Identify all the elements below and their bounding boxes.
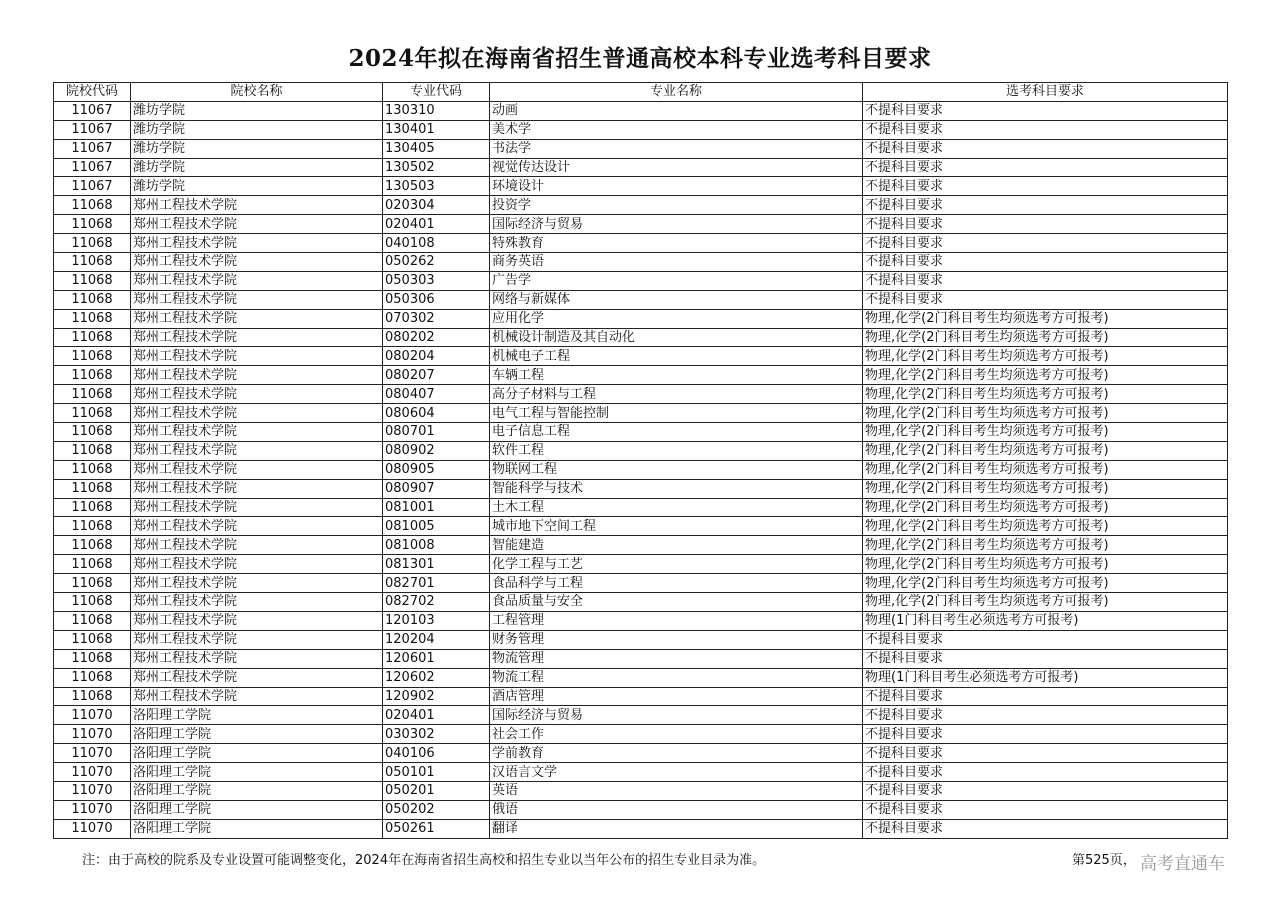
- cell-school-name: 洛阳理工学院: [131, 800, 383, 819]
- table-row: [54, 101, 1228, 120]
- cell-major-code: 130503: [383, 177, 490, 196]
- cell-school-name: 郑州工程技术学院: [131, 611, 383, 630]
- cell-major-name: 物流管理: [490, 649, 863, 668]
- table-row: [54, 139, 1228, 158]
- cell-school-name: 潍坊学院: [131, 101, 383, 120]
- cell-school-name: 潍坊学院: [131, 177, 383, 196]
- cell-subject-requirement: 物理,化学(2门科目考生均须选考方可报考): [863, 328, 1228, 347]
- cell-major-name: 智能科学与技术: [490, 479, 863, 498]
- cell-school-name: 洛阳理工学院: [131, 744, 383, 763]
- header-major-name: 专业名称: [490, 83, 863, 102]
- cell-school-name: 郑州工程技术学院: [131, 271, 383, 290]
- cell-subject-requirement: 不提科目要求: [863, 649, 1228, 668]
- cell-major-code: 080902: [383, 441, 490, 460]
- cell-major-code: 080207: [383, 366, 490, 385]
- cell-subject-requirement: 不提科目要求: [863, 706, 1228, 725]
- cell-subject-requirement: 物理,化学(2门科目考生均须选考方可报考): [863, 479, 1228, 498]
- cell-school-name: 郑州工程技术学院: [131, 498, 383, 517]
- cell-school-name: 洛阳理工学院: [131, 706, 383, 725]
- cell-major-name: 机械电子工程: [490, 347, 863, 366]
- cell-school-name: 郑州工程技术学院: [131, 441, 383, 460]
- cell-school-name: 郑州工程技术学院: [131, 649, 383, 668]
- table-row: [54, 385, 1228, 404]
- cell-major-code: 120902: [383, 687, 490, 706]
- cell-subject-requirement: 不提科目要求: [863, 819, 1228, 838]
- cell-school-code: 11068: [54, 385, 131, 404]
- header-subject-requirement: 选考科目要求: [863, 83, 1228, 102]
- watermark-text: 高考直通车: [1140, 854, 1225, 874]
- cell-school-name: 潍坊学院: [131, 139, 383, 158]
- cell-major-code: 120601: [383, 649, 490, 668]
- cell-major-code: 120602: [383, 668, 490, 687]
- cell-school-code: 11070: [54, 725, 131, 744]
- cell-major-name: 机械设计制造及其自动化: [490, 328, 863, 347]
- header-major-code: 专业代码: [383, 83, 490, 102]
- cell-major-code: 050101: [383, 763, 490, 782]
- cell-major-name: 土木工程: [490, 498, 863, 517]
- cell-school-name: 洛阳理工学院: [131, 763, 383, 782]
- cell-major-name: 俄语: [490, 800, 863, 819]
- cell-major-name: 商务英语: [490, 253, 863, 272]
- cell-major-name: 高分子材料与工程: [490, 385, 863, 404]
- cell-school-code: 11068: [54, 574, 131, 593]
- cell-school-code: 11068: [54, 366, 131, 385]
- cell-subject-requirement: 物理,化学(2门科目考生均须选考方可报考): [863, 498, 1228, 517]
- cell-school-code: 11068: [54, 196, 131, 215]
- table-row: [54, 271, 1228, 290]
- cell-subject-requirement: 不提科目要求: [863, 215, 1228, 234]
- table-row: [54, 328, 1228, 347]
- cell-subject-requirement: 不提科目要求: [863, 234, 1228, 253]
- cell-school-name: 潍坊学院: [131, 120, 383, 139]
- cell-major-name: 动画: [490, 101, 863, 120]
- cell-school-name: 洛阳理工学院: [131, 725, 383, 744]
- cell-school-code: 11068: [54, 309, 131, 328]
- cell-major-code: 030302: [383, 725, 490, 744]
- cell-school-code: 11067: [54, 177, 131, 196]
- table-row: [54, 536, 1228, 555]
- table-body: [54, 101, 1228, 838]
- cell-school-code: 11070: [54, 744, 131, 763]
- cell-major-code: 070302: [383, 309, 490, 328]
- cell-school-name: 郑州工程技术学院: [131, 517, 383, 536]
- cell-major-code: 130310: [383, 101, 490, 120]
- cell-school-name: 郑州工程技术学院: [131, 479, 383, 498]
- cell-school-code: 11068: [54, 441, 131, 460]
- table-row: [54, 253, 1228, 272]
- cell-school-name: 郑州工程技术学院: [131, 404, 383, 423]
- footer-note: 注：由于高校的院系及专业设置可能调整变化，2024年在海南省招生高校和招生专业以当年公布的招生专业目录为准。: [82, 853, 766, 868]
- cell-major-code: 020304: [383, 196, 490, 215]
- cell-school-code: 11070: [54, 706, 131, 725]
- cell-major-name: 应用化学: [490, 309, 863, 328]
- cell-school-name: 郑州工程技术学院: [131, 196, 383, 215]
- cell-major-code: 080202: [383, 328, 490, 347]
- cell-major-code: 130405: [383, 139, 490, 158]
- cell-subject-requirement: 物理,化学(2门科目考生均须选考方可报考): [863, 574, 1228, 593]
- cell-school-code: 11068: [54, 593, 131, 612]
- cell-major-name: 投资学: [490, 196, 863, 215]
- cell-subject-requirement: 物理,化学(2门科目考生均须选考方可报考): [863, 309, 1228, 328]
- cell-school-name: 郑州工程技术学院: [131, 593, 383, 612]
- cell-major-code: 050303: [383, 271, 490, 290]
- cell-major-name: 特殊教育: [490, 234, 863, 253]
- cell-major-code: 020401: [383, 215, 490, 234]
- cell-school-code: 11068: [54, 498, 131, 517]
- cell-major-name: 食品科学与工程: [490, 574, 863, 593]
- cell-major-code: 081005: [383, 517, 490, 536]
- cell-school-code: 11068: [54, 649, 131, 668]
- table-row: [54, 800, 1228, 819]
- cell-major-name: 智能建造: [490, 536, 863, 555]
- table-row: [54, 668, 1228, 687]
- cell-major-name: 学前教育: [490, 744, 863, 763]
- cell-school-name: 洛阳理工学院: [131, 781, 383, 800]
- cell-major-name: 财务管理: [490, 630, 863, 649]
- cell-subject-requirement: 物理,化学(2门科目考生均须选考方可报考): [863, 441, 1228, 460]
- cell-major-code: 050202: [383, 800, 490, 819]
- cell-school-name: 郑州工程技术学院: [131, 460, 383, 479]
- cell-school-code: 11068: [54, 215, 131, 234]
- cell-major-name: 城市地下空间工程: [490, 517, 863, 536]
- cell-major-code: 082702: [383, 593, 490, 612]
- cell-major-code: 080604: [383, 404, 490, 423]
- cell-school-code: 11067: [54, 139, 131, 158]
- cell-school-code: 11068: [54, 347, 131, 366]
- cell-major-code: 081301: [383, 555, 490, 574]
- cell-school-name: 郑州工程技术学院: [131, 347, 383, 366]
- table-row: [54, 366, 1228, 385]
- cell-major-name: 英语: [490, 781, 863, 800]
- cell-subject-requirement: 不提科目要求: [863, 177, 1228, 196]
- cell-school-name: 郑州工程技术学院: [131, 687, 383, 706]
- cell-school-code: 11068: [54, 423, 131, 442]
- table-row: [54, 309, 1228, 328]
- table-row: [54, 196, 1228, 215]
- table-row: [54, 347, 1228, 366]
- cell-major-code: 080907: [383, 479, 490, 498]
- table-row: [54, 574, 1228, 593]
- cell-major-name: 软件工程: [490, 441, 863, 460]
- cell-school-code: 11068: [54, 611, 131, 630]
- table-row: [54, 555, 1228, 574]
- cell-subject-requirement: 物理(1门科目考生必须选考方可报考): [863, 611, 1228, 630]
- cell-major-name: 网络与新媒体: [490, 290, 863, 309]
- cell-school-name: 郑州工程技术学院: [131, 536, 383, 555]
- table-row: [54, 158, 1228, 177]
- cell-school-code: 11068: [54, 460, 131, 479]
- cell-school-name: 郑州工程技术学院: [131, 328, 383, 347]
- cell-school-name: 潍坊学院: [131, 158, 383, 177]
- cell-subject-requirement: 不提科目要求: [863, 101, 1228, 120]
- cell-school-name: 洛阳理工学院: [131, 819, 383, 838]
- table-row: [54, 630, 1228, 649]
- cell-school-name: 郑州工程技术学院: [131, 668, 383, 687]
- cell-subject-requirement: 不提科目要求: [863, 687, 1228, 706]
- table-row: [54, 404, 1228, 423]
- cell-school-name: 郑州工程技术学院: [131, 423, 383, 442]
- cell-school-name: 郑州工程技术学院: [131, 385, 383, 404]
- cell-school-code: 11068: [54, 234, 131, 253]
- cell-major-code: 130401: [383, 120, 490, 139]
- cell-major-name: 食品质量与安全: [490, 593, 863, 612]
- cell-major-name: 工程管理: [490, 611, 863, 630]
- cell-school-name: 郑州工程技术学院: [131, 253, 383, 272]
- cell-major-name: 翻译: [490, 819, 863, 838]
- cell-subject-requirement: 不提科目要求: [863, 630, 1228, 649]
- cell-major-name: 化学工程与工艺: [490, 555, 863, 574]
- cell-school-name: 郑州工程技术学院: [131, 309, 383, 328]
- cell-subject-requirement: 物理,化学(2门科目考生均须选考方可报考): [863, 404, 1228, 423]
- cell-subject-requirement: 物理,化学(2门科目考生均须选考方可报考): [863, 460, 1228, 479]
- cell-school-name: 郑州工程技术学院: [131, 234, 383, 253]
- table-row: [54, 215, 1228, 234]
- cell-major-code: 082701: [383, 574, 490, 593]
- table-row: [54, 177, 1228, 196]
- cell-major-code: 081008: [383, 536, 490, 555]
- cell-school-code: 11068: [54, 687, 131, 706]
- cell-major-name: 书法学: [490, 139, 863, 158]
- cell-school-name: 郑州工程技术学院: [131, 366, 383, 385]
- cell-major-name: 视觉传达设计: [490, 158, 863, 177]
- cell-school-code: 11070: [54, 781, 131, 800]
- cell-school-code: 11068: [54, 271, 131, 290]
- cell-school-code: 11070: [54, 819, 131, 838]
- cell-subject-requirement: 物理,化学(2门科目考生均须选考方可报考): [863, 385, 1228, 404]
- table-row: [54, 763, 1228, 782]
- table-row: [54, 120, 1228, 139]
- cell-subject-requirement: 物理,化学(2门科目考生均须选考方可报考): [863, 536, 1228, 555]
- cell-major-code: 120204: [383, 630, 490, 649]
- cell-school-code: 11068: [54, 630, 131, 649]
- cell-subject-requirement: 不提科目要求: [863, 253, 1228, 272]
- cell-major-name: 环境设计: [490, 177, 863, 196]
- cell-school-code: 11068: [54, 479, 131, 498]
- cell-major-code: 050201: [383, 781, 490, 800]
- cell-major-code: 020401: [383, 706, 490, 725]
- table-row: [54, 649, 1228, 668]
- cell-major-name: 电气工程与智能控制: [490, 404, 863, 423]
- cell-subject-requirement: 物理,化学(2门科目考生均须选考方可报考): [863, 347, 1228, 366]
- cell-major-name: 酒店管理: [490, 687, 863, 706]
- table-row: [54, 423, 1228, 442]
- table-row: [54, 479, 1228, 498]
- cell-major-code: 120103: [383, 611, 490, 630]
- cell-major-code: 050262: [383, 253, 490, 272]
- cell-major-name: 物流工程: [490, 668, 863, 687]
- page-number: 第525页，: [1072, 853, 1136, 868]
- header-school-name: 院校名称: [131, 83, 383, 102]
- table-row: [54, 819, 1228, 838]
- header-school-code: 院校代码: [54, 83, 131, 102]
- cell-school-name: 郑州工程技术学院: [131, 630, 383, 649]
- cell-subject-requirement: 不提科目要求: [863, 725, 1228, 744]
- table-header-row: [54, 83, 1228, 102]
- cell-subject-requirement: 不提科目要求: [863, 763, 1228, 782]
- page-title: 2024年拟在海南省招生普通高校本科专业选考科目要求: [348, 45, 932, 72]
- cell-major-name: 社会工作: [490, 725, 863, 744]
- cell-major-code: 080204: [383, 347, 490, 366]
- cell-subject-requirement: 不提科目要求: [863, 158, 1228, 177]
- cell-school-name: 郑州工程技术学院: [131, 555, 383, 574]
- cell-major-name: 电子信息工程: [490, 423, 863, 442]
- cell-school-code: 11068: [54, 404, 131, 423]
- cell-major-code: 080701: [383, 423, 490, 442]
- cell-subject-requirement: 不提科目要求: [863, 271, 1228, 290]
- cell-major-code: 050261: [383, 819, 490, 838]
- cell-major-name: 车辆工程: [490, 366, 863, 385]
- table-row: [54, 460, 1228, 479]
- cell-subject-requirement: 不提科目要求: [863, 196, 1228, 215]
- cell-subject-requirement: 不提科目要求: [863, 781, 1228, 800]
- table-row: [54, 441, 1228, 460]
- cell-subject-requirement: 物理,化学(2门科目考生均须选考方可报考): [863, 517, 1228, 536]
- cell-major-code: 080407: [383, 385, 490, 404]
- cell-subject-requirement: 不提科目要求: [863, 744, 1228, 763]
- cell-school-name: 郑州工程技术学院: [131, 574, 383, 593]
- cell-major-name: 广告学: [490, 271, 863, 290]
- cell-subject-requirement: 不提科目要求: [863, 120, 1228, 139]
- table-row: [54, 781, 1228, 800]
- cell-subject-requirement: 物理,化学(2门科目考生均须选考方可报考): [863, 366, 1228, 385]
- cell-subject-requirement: 不提科目要求: [863, 290, 1228, 309]
- table-row: [54, 517, 1228, 536]
- cell-school-name: 郑州工程技术学院: [131, 290, 383, 309]
- cell-major-code: 050306: [383, 290, 490, 309]
- table-row: [54, 744, 1228, 763]
- cell-school-code: 11068: [54, 668, 131, 687]
- cell-school-code: 11068: [54, 555, 131, 574]
- requirements-table-container: [53, 82, 1227, 839]
- cell-major-name: 美术学: [490, 120, 863, 139]
- cell-school-code: 11067: [54, 158, 131, 177]
- table-row: [54, 706, 1228, 725]
- cell-subject-requirement: 不提科目要求: [863, 139, 1228, 158]
- cell-major-code: 040106: [383, 744, 490, 763]
- cell-major-code: 130502: [383, 158, 490, 177]
- cell-school-code: 11067: [54, 120, 131, 139]
- cell-school-code: 11068: [54, 328, 131, 347]
- table-row: [54, 593, 1228, 612]
- cell-school-code: 11068: [54, 290, 131, 309]
- cell-subject-requirement: 物理,化学(2门科目考生均须选考方可报考): [863, 555, 1228, 574]
- cell-school-code: 11067: [54, 101, 131, 120]
- cell-subject-requirement: 不提科目要求: [863, 800, 1228, 819]
- cell-major-code: 080905: [383, 460, 490, 479]
- cell-subject-requirement: 物理,化学(2门科目考生均须选考方可报考): [863, 423, 1228, 442]
- cell-school-code: 11068: [54, 517, 131, 536]
- cell-school-code: 11070: [54, 800, 131, 819]
- cell-school-code: 11068: [54, 253, 131, 272]
- cell-major-code: 040108: [383, 234, 490, 253]
- cell-subject-requirement: 物理(1门科目考生必须选考方可报考): [863, 668, 1228, 687]
- table-row: [54, 498, 1228, 517]
- cell-major-code: 081001: [383, 498, 490, 517]
- requirements-table: [53, 82, 1228, 839]
- table-row: [54, 234, 1228, 253]
- cell-major-name: 汉语言文学: [490, 763, 863, 782]
- cell-school-code: 11068: [54, 536, 131, 555]
- cell-school-code: 11070: [54, 763, 131, 782]
- cell-major-name: 物联网工程: [490, 460, 863, 479]
- table-row: [54, 725, 1228, 744]
- cell-major-name: 国际经济与贸易: [490, 215, 863, 234]
- table-row: [54, 611, 1228, 630]
- cell-major-name: 国际经济与贸易: [490, 706, 863, 725]
- cell-subject-requirement: 物理,化学(2门科目考生均须选考方可报考): [863, 593, 1228, 612]
- table-row: [54, 290, 1228, 309]
- cell-school-name: 郑州工程技术学院: [131, 215, 383, 234]
- table-row: [54, 687, 1228, 706]
